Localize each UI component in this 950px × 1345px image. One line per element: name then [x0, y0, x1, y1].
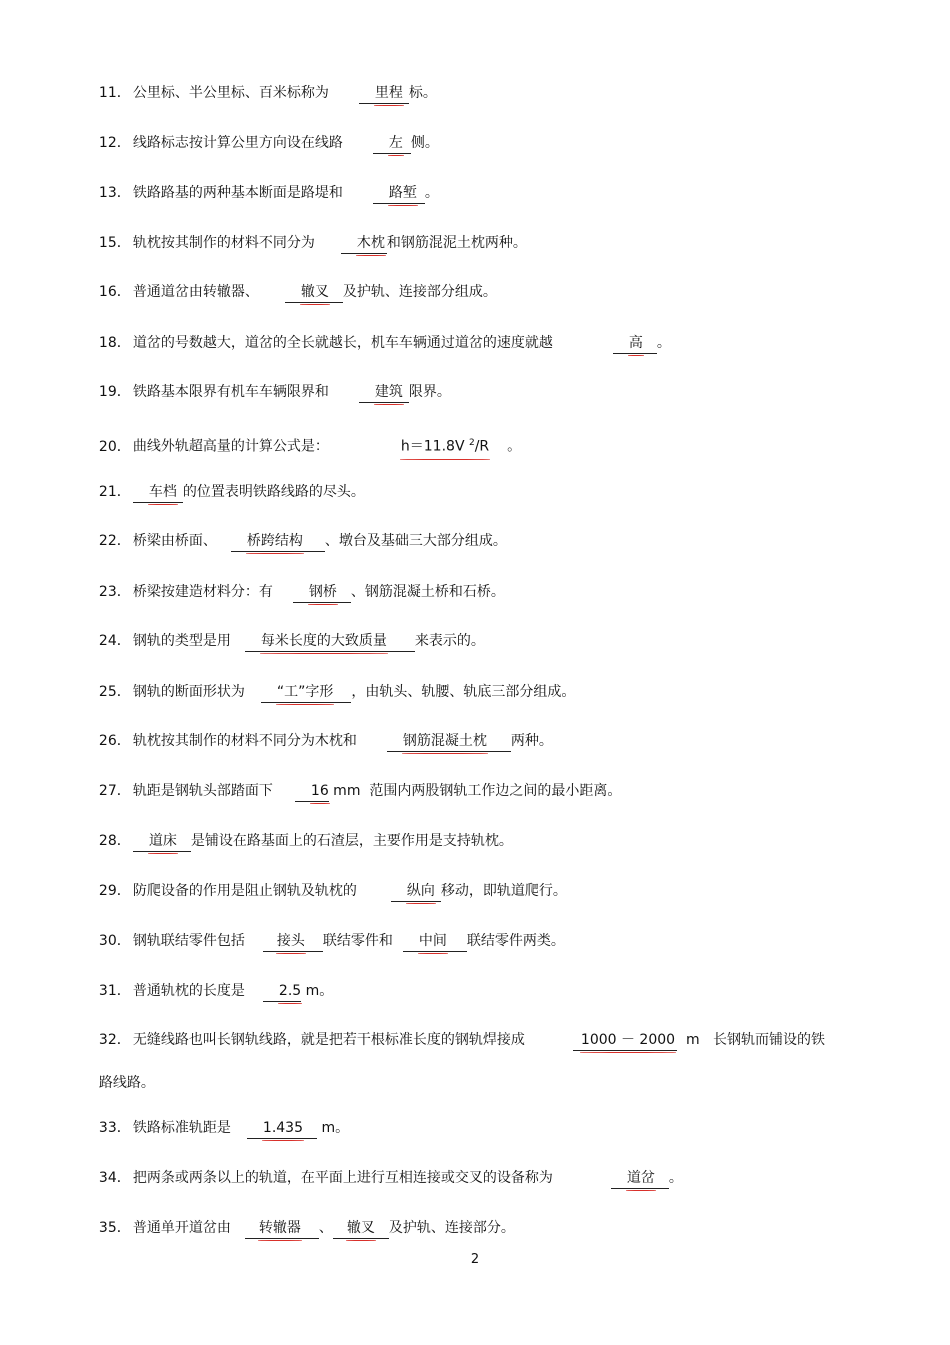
answer-text: 钢桥 [308, 584, 337, 600]
question-text-after: 移动，即轨道爬行。 [440, 883, 567, 899]
question-text-after: 联结零件两类。 [466, 933, 565, 949]
question-text-after: 及护轨、连接部分。 [388, 1220, 515, 1236]
question-text-after: 。 [656, 335, 671, 351]
answer-text-2: 中间 [418, 933, 447, 949]
question-text-after: 标。 [408, 85, 437, 101]
answer-blank [247, 1118, 317, 1139]
question-33 [90, 1098, 349, 1139]
question-22 [90, 511, 507, 552]
answer-text: 16 [310, 783, 329, 799]
question-number: 28． [98, 833, 131, 849]
answer-blank [245, 631, 415, 652]
question-text-after: 两种。 [510, 733, 553, 749]
question-number: 16． [98, 284, 131, 300]
question-text: 铁路标准轨距是 [132, 1120, 231, 1136]
answer-blank [263, 981, 301, 1002]
question-28 [90, 811, 513, 852]
question-text: 轨距是钢轨头部踏面下 [132, 783, 273, 799]
answer-text: “工”字形 [276, 684, 334, 700]
answer-blank [133, 831, 191, 852]
question-number: 20． [98, 438, 131, 455]
answer-text-2: 辙叉 [346, 1220, 375, 1236]
question-number: 24． [98, 633, 131, 649]
question-number: 15． [98, 235, 131, 251]
answer-text: 辙叉 [300, 284, 329, 300]
question-text: 轨枕按其制作的材料不同分为木枕和 [132, 733, 357, 749]
question-text: 桥梁由桥面、 [132, 533, 217, 549]
question-text: 铁路基本限界有机车车辆限界和 [132, 384, 329, 400]
question-number: 32． [98, 1032, 131, 1048]
question-text: 无缝线路也叫长钢轨线路，就是把若干根标准长度的钢轨焊接成 [132, 1032, 525, 1048]
question-text-after: 来表示的。 [414, 633, 485, 649]
question-31 [90, 961, 333, 1002]
question-text: 普通轨枕的长度是 [132, 983, 245, 999]
question-text: 线路标志按计算公里方向设在线路 [132, 135, 343, 151]
answer-blank [611, 1168, 669, 1189]
answer-blank [295, 781, 329, 802]
question-number: 22． [98, 533, 131, 549]
formula-exponent: 2 [468, 438, 475, 448]
answer-blank-2 [403, 931, 467, 952]
question-35 [90, 1198, 515, 1239]
answer-blank [373, 183, 425, 204]
answer-blank [391, 881, 441, 902]
answer-blank-2 [333, 1218, 389, 1239]
question-26 [90, 711, 553, 752]
question-text-mid: 、 [318, 1220, 333, 1236]
question-number: 12． [98, 135, 131, 151]
answer-blank [261, 682, 352, 703]
answer-blank [263, 931, 323, 952]
answer-blank [285, 282, 343, 303]
question-text: 桥梁按建造材料分：有 [132, 584, 273, 600]
question-text-continuation: 路线路。 [98, 1075, 155, 1091]
question-number: 29． [98, 883, 131, 899]
answer-text: 钢筋混凝土枕 [402, 733, 487, 749]
question-number: 25． [98, 684, 131, 700]
question-number: 21． [98, 484, 131, 500]
question-number: 19． [98, 384, 131, 400]
question-text-after: m 长钢轨而铺设的铁 [677, 1032, 825, 1048]
question-number: 27． [98, 783, 131, 799]
question-18 [90, 313, 671, 354]
question-number: 26． [98, 733, 131, 749]
question-12 [90, 113, 439, 154]
answer-text: 桥跨结构 [246, 533, 303, 549]
question-text: 道岔的号数越大，道岔的全长就越长，机车车辆通过道岔的速度就越 [132, 335, 553, 351]
question-13 [90, 163, 439, 204]
answer-blank [387, 731, 511, 752]
question-32-continuation [90, 1053, 155, 1093]
question-number: 34． [98, 1170, 131, 1186]
question-number: 30． [98, 933, 131, 949]
question-text: 铁路路基的两种基本断面是路堤和 [132, 185, 343, 201]
answer-blank [359, 83, 409, 104]
answer-text: 2.5 [278, 983, 302, 999]
question-text-after: 。 [507, 438, 522, 455]
question-text-after: 、钢筋混凝土桥和石桥。 [350, 584, 505, 600]
question-29 [90, 861, 567, 902]
question-text-after: 的位置表明铁路线路的尽头。 [182, 484, 365, 500]
question-text-after: 及护轨、连接部分组成。 [342, 284, 497, 300]
question-number: 11． [98, 85, 131, 101]
question-text-after: 。 [424, 185, 439, 201]
answer-text: 车档 [148, 484, 177, 500]
question-30 [90, 911, 565, 952]
question-text: 普通单开道岔由 [132, 1220, 231, 1236]
question-text: 曲线外轨超高量的计算公式是： [132, 438, 329, 455]
question-text-after: mm 范围内两股钢轨工作边之间的最小距离。 [328, 783, 622, 799]
question-text-after: m。 [317, 1120, 350, 1136]
question-32 [90, 1010, 825, 1051]
question-number: 13． [98, 185, 131, 201]
question-21 [90, 462, 365, 503]
question-text: 把两条或两条以上的轨道，在平面上进行互相连接或交叉的设备称为 [132, 1170, 553, 1186]
question-text: 普通道岔由转辙器、 [132, 284, 259, 300]
question-text: 钢轨的类型是用 [132, 633, 231, 649]
answer-blank [293, 582, 351, 603]
question-24 [90, 611, 485, 652]
question-text-mid: 联结零件和 [322, 933, 393, 949]
question-15 [90, 213, 527, 254]
question-text-after: ，由轨头、轨腰、轨底三部分组成。 [351, 684, 576, 700]
question-text-after: 是铺设在路基面上的石渣层，主要作用是支持轨枕。 [190, 833, 513, 849]
question-25 [90, 662, 575, 703]
question-text-after: 侧。 [410, 135, 439, 151]
question-text: 钢轨联结零件包括 [132, 933, 245, 949]
answer-blank [245, 1218, 319, 1239]
formula-base: h＝11.8V [400, 438, 469, 455]
question-number: 23． [98, 584, 131, 600]
question-text-after: m。 [301, 983, 334, 999]
answer-blank [341, 233, 387, 254]
answer-text: 转辙器 [258, 1220, 301, 1236]
answer-text: 左 [388, 135, 403, 151]
answer-text: 木枕 [356, 235, 385, 251]
formula-divisor: /R [474, 438, 490, 455]
answer-text: 纵向 [406, 883, 435, 899]
answer-text: 道床 [148, 833, 177, 849]
answer-blank [613, 333, 657, 354]
answer-text: 建筑 [374, 384, 403, 400]
question-34 [90, 1148, 683, 1189]
answer-blank [231, 531, 325, 552]
question-text-after: 、墩台及基础三大部分组成。 [324, 533, 507, 549]
question-number: 33． [98, 1120, 131, 1136]
answer-blank [573, 1030, 677, 1051]
answer-text: 道岔 [626, 1170, 655, 1186]
page-number: 2 [470, 1252, 480, 1267]
question-text-after: 限界。 [408, 384, 451, 400]
question-23 [90, 562, 505, 603]
question-20 [90, 413, 521, 457]
question-text: 轨枕按其制作的材料不同分为 [132, 235, 315, 251]
formula-text [401, 433, 489, 457]
answer-text: 高 [628, 335, 643, 351]
answer-blank [373, 133, 411, 154]
question-text: 防爬设备的作用是阻止钢轨及轨枕的 [132, 883, 357, 899]
answer-blank [133, 482, 183, 503]
answer-text: 每米长度的大致质量 [260, 633, 387, 649]
question-11 [90, 63, 437, 104]
answer-text: 1.435 [262, 1120, 303, 1136]
question-number: 18． [98, 335, 131, 351]
question-27 [90, 761, 621, 802]
answer-text: 1000 － 2000 [580, 1032, 676, 1048]
question-number: 35． [98, 1220, 131, 1236]
answer-text: 里程 [374, 85, 403, 101]
question-text: 钢轨的断面形状为 [132, 684, 245, 700]
question-19 [90, 362, 451, 403]
question-16 [90, 262, 497, 303]
answer-text: 路堑 [388, 185, 417, 201]
question-text: 公里标、半公里标、百米标称为 [132, 85, 329, 101]
question-number: 31． [98, 983, 131, 999]
question-text-after: 和钢筋混泥土枕两种。 [386, 235, 527, 251]
answer-text: 接头 [276, 933, 305, 949]
question-text-after: 。 [668, 1170, 683, 1186]
answer-blank [359, 382, 409, 403]
answer-blank [401, 433, 489, 457]
